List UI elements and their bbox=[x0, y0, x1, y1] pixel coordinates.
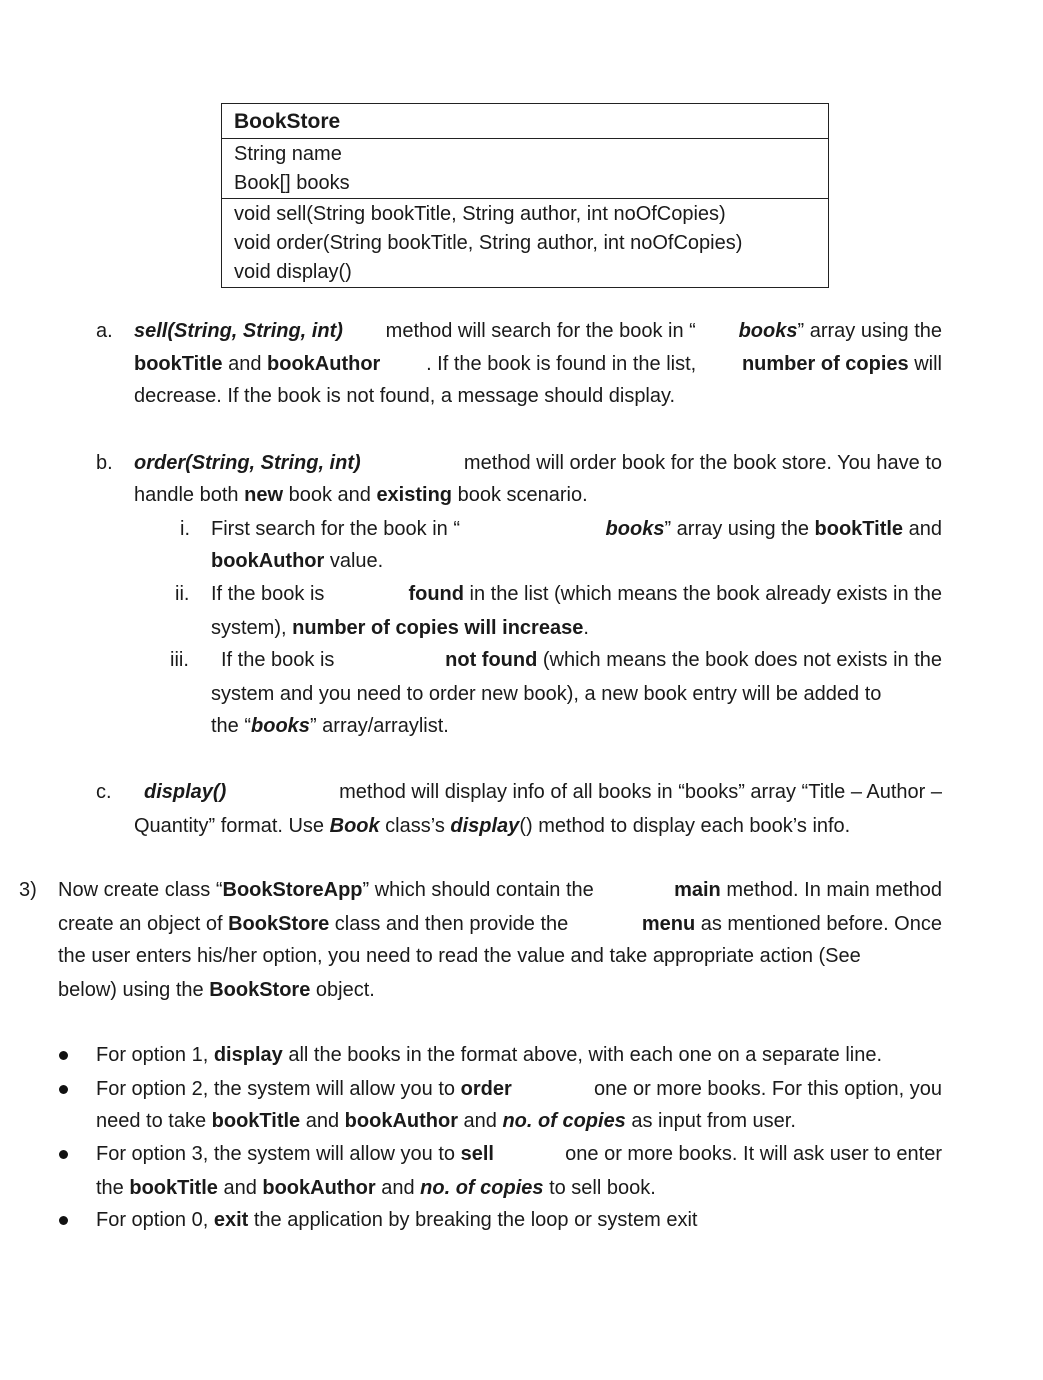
uml-method: void order(String bookTitle, String author, int noOfCopies) bbox=[234, 232, 743, 254]
text: (which means the book does not exists in the bbox=[537, 649, 942, 671]
emphasis: existing bbox=[376, 484, 453, 506]
bullet-4-line-1 bbox=[96, 1204, 697, 1237]
emphasis: BookStore bbox=[228, 913, 330, 935]
subitem-i-line-1 bbox=[211, 513, 942, 546]
emphasis: bookTitle bbox=[814, 518, 904, 540]
text: to sell book. bbox=[543, 1177, 656, 1199]
text: one or more books. For this option, you bbox=[594, 1078, 942, 1100]
text: method will search for the book in “ bbox=[385, 320, 696, 342]
subitem-i-line-2 bbox=[211, 545, 383, 578]
text: system), bbox=[211, 617, 293, 639]
text: Quantity” format. Use bbox=[134, 815, 330, 837]
uml-fields-section bbox=[222, 139, 828, 199]
emphasis: number of copies bbox=[741, 353, 909, 375]
item-b-label: b. bbox=[96, 452, 113, 474]
text: For option 2, the system will allow you to bbox=[96, 1078, 461, 1100]
item-a-label: a. bbox=[96, 320, 113, 342]
emphasis: exit bbox=[213, 1209, 249, 1231]
item-a-line-2 bbox=[134, 348, 942, 381]
emphasis: Book bbox=[329, 815, 380, 837]
subitem-ii-line-2 bbox=[211, 612, 589, 645]
text: For option 3, the system will allow you to bbox=[96, 1143, 461, 1165]
uml-class-name: BookStore bbox=[234, 110, 341, 133]
emphasis: order bbox=[460, 1078, 512, 1100]
uml-field: String name bbox=[234, 143, 342, 165]
section-3-line-2 bbox=[58, 908, 942, 941]
text: create an object of bbox=[58, 913, 229, 935]
subitem-i-label: i. bbox=[180, 518, 190, 540]
text: the application by breaking the loop or system exit bbox=[248, 1209, 698, 1231]
text: and bbox=[903, 518, 942, 540]
text: will bbox=[908, 353, 942, 375]
emphasis: found bbox=[408, 583, 464, 605]
emphasis: number of copies will increase bbox=[292, 617, 584, 639]
method-signature: sell(String, String, int) bbox=[134, 320, 343, 342]
item-a-line-1 bbox=[134, 315, 942, 348]
text: For option 1, bbox=[96, 1044, 214, 1066]
text: book scenario. bbox=[452, 484, 588, 506]
text: () method to display each book’s info. bbox=[519, 815, 851, 837]
emphasis: bookAuthor bbox=[344, 1110, 458, 1132]
subitem-iii-label: iii. bbox=[170, 649, 189, 671]
emphasis: bookTitle bbox=[211, 1110, 301, 1132]
emphasis: books bbox=[605, 518, 665, 540]
text: the bbox=[96, 1177, 130, 1199]
emphasis: no. of copies bbox=[420, 1177, 544, 1199]
text: If the book is bbox=[221, 649, 335, 671]
text: below) using the bbox=[58, 979, 210, 1001]
item-c-line-1 bbox=[144, 776, 942, 809]
text: in the list (which means the book already exists in the bbox=[463, 583, 942, 605]
text: value. bbox=[324, 550, 384, 572]
item-b-line-1 bbox=[134, 447, 942, 480]
text: ” array/arraylist. bbox=[309, 715, 449, 737]
text: one or more books. It will ask user to enter bbox=[565, 1143, 942, 1165]
emphasis: sell bbox=[460, 1143, 494, 1165]
text: ” array using the bbox=[797, 320, 942, 342]
text: and bbox=[222, 353, 268, 375]
text: as input from user. bbox=[625, 1110, 796, 1132]
section-3-label: 3) bbox=[19, 879, 37, 901]
uml-field: Book[] books bbox=[234, 172, 350, 194]
emphasis: main bbox=[674, 879, 721, 901]
bullet-dot bbox=[59, 1085, 68, 1094]
uml-class-name-section bbox=[222, 104, 828, 139]
text: method will display info of all books in “books” array “Title – Author – bbox=[339, 781, 942, 803]
text: need to take bbox=[96, 1110, 212, 1132]
text: the “ bbox=[211, 715, 252, 737]
bullet-1-line-1 bbox=[96, 1039, 882, 1072]
uml-method: void display() bbox=[234, 261, 352, 283]
emphasis: no. of copies bbox=[502, 1110, 626, 1132]
text: book and bbox=[283, 484, 377, 506]
text: . If the book is found in the list, bbox=[426, 353, 697, 375]
bullet-3-line-2 bbox=[96, 1172, 656, 1205]
item-a-line-3: decrease. If the book is not found, a message should display. bbox=[134, 385, 676, 407]
emphasis: not found bbox=[445, 649, 538, 671]
text: . bbox=[583, 617, 589, 639]
uml-method: void sell(String bookTitle, String author, int noOfCopies) bbox=[234, 203, 726, 225]
emphasis: bookTitle bbox=[134, 353, 223, 375]
emphasis: display bbox=[213, 1044, 283, 1066]
method-signature: order(String, String, int) bbox=[134, 452, 361, 474]
emphasis: books bbox=[738, 320, 798, 342]
subitem-iii-line-2: system and you need to order new book), a new book entry will be added to bbox=[211, 683, 882, 705]
emphasis: books bbox=[251, 715, 310, 737]
bullet-dot bbox=[59, 1150, 68, 1159]
text: First search for the book in “ bbox=[211, 518, 460, 540]
bullet-dot bbox=[59, 1051, 68, 1060]
text: class and then provide the bbox=[329, 913, 569, 935]
bullet-3-line-1 bbox=[96, 1138, 942, 1171]
item-c-line-2 bbox=[134, 810, 850, 843]
section-3-line-3: the user enters his/her option, you need to read the value and take appropriate action (See bbox=[58, 945, 861, 967]
subitem-iii-line-3 bbox=[211, 710, 449, 743]
emphasis: bookTitle bbox=[129, 1177, 218, 1199]
text: as mentioned before. Once bbox=[695, 913, 942, 935]
text: method. In main method bbox=[720, 879, 942, 901]
uml-class-box bbox=[221, 103, 829, 288]
method-signature: display() bbox=[144, 781, 227, 803]
text: ” array using the bbox=[664, 518, 815, 540]
subitem-iii-line-1 bbox=[221, 644, 942, 677]
emphasis: bookAuthor bbox=[211, 550, 325, 572]
bullet-2-line-1 bbox=[96, 1073, 942, 1106]
text: and bbox=[300, 1110, 345, 1132]
uml-methods-section bbox=[222, 199, 828, 287]
text: object. bbox=[310, 979, 375, 1001]
text: If the book is bbox=[211, 583, 325, 605]
text: all the books in the format above, with each one on a separate line. bbox=[282, 1044, 883, 1066]
text: handle both bbox=[134, 484, 245, 506]
text: and bbox=[457, 1110, 503, 1132]
emphasis: bookAuthor bbox=[267, 353, 381, 375]
bullet-dot bbox=[59, 1216, 68, 1225]
bullet-2-line-2 bbox=[96, 1105, 796, 1138]
text: and bbox=[375, 1177, 421, 1199]
text: For option 0, bbox=[96, 1209, 214, 1231]
emphasis: bookAuthor bbox=[262, 1177, 376, 1199]
emphasis: menu bbox=[641, 913, 696, 935]
emphasis: BookStoreApp bbox=[222, 879, 363, 901]
text: and bbox=[217, 1177, 263, 1199]
section-3-line-4 bbox=[58, 974, 375, 1007]
text: method will order book for the book store. You have to bbox=[463, 452, 942, 474]
item-c-label: c. bbox=[96, 781, 112, 803]
emphasis: display bbox=[450, 815, 520, 837]
item-b-line-2 bbox=[134, 479, 588, 512]
subitem-ii-label: ii. bbox=[175, 583, 190, 605]
text: class’s bbox=[379, 815, 451, 837]
emphasis: BookStore bbox=[209, 979, 311, 1001]
text: ” which should contain the bbox=[362, 879, 594, 901]
text: Now create class “ bbox=[58, 879, 223, 901]
emphasis: new bbox=[244, 484, 284, 506]
section-3-line-1 bbox=[58, 874, 942, 907]
subitem-ii-line-1 bbox=[211, 578, 942, 611]
